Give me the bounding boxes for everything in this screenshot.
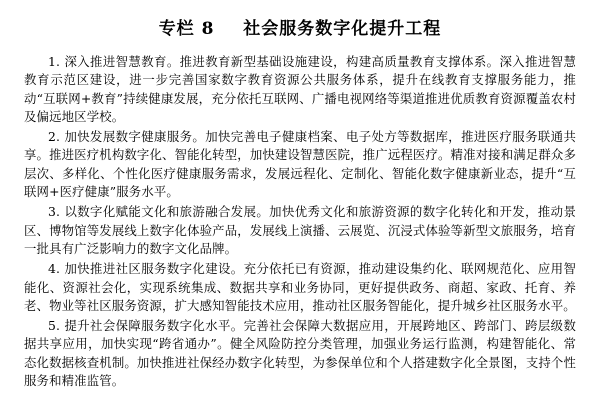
paragraph-2 <box>24 128 576 201</box>
paragraph-text: 4. 加快推进社区服务数字化建设。充分依托已有资源，推动建设集约化、联网规范化、应用智能化、资源社会化，实现系统集成、数据共享和业务协同，更好提供政务、商超、家政、托育、养老、物业等社区服务资源，扩大感知智能技术应用，推动社区服务智能化，提升城乡社区服务水平。 <box>24 261 576 313</box>
paragraph-text: 2. 加快发展数字健康服务。加快完善电子健康档案、电子处方等数据库，推进医疗服务联通共享。推进医疗机构数字化、智能化转型，加快建设智慧医院，推广远程医疗。精准对接和满足群众多层次、多样化、个性化医疗健康服务需求，发展远程化、定制化、智能化数字健康新业态，提升“互联网+医疗健康”服务水平。 <box>24 129 576 200</box>
page-title-label: 专栏 <box>158 19 195 39</box>
document-body <box>24 53 576 390</box>
paragraph-text: 1. 深入推进智慧教育。推进教育新型基础设施建设，构建高质量教育支撑体系。深入推进智慧教育示范区建设，进一步完善国家数字教育资源公共服务体系，提升在线教育支撑服务能力，推动“互联网+教育”持续健康发展，充分依托互联网、广播电视网络等渠道推进优质教育资源覆盖农村及偏远地区学校。 <box>24 54 576 124</box>
paragraph-text: 5. 提升社会保障服务数字化水平。完善社会保障大数据应用，开展跨地区、跨部门、跨层级数据共享应用，加快实现“跨省通办”。健全风险防控分类管理，加强业务运行监测，构建智能化、常态化数据核查机制。加快推进社保经办数字化转型，为参保单位和个人搭建数字化全景图，支持个性服务和精准监管。 <box>24 318 576 389</box>
paragraph-1 <box>24 53 576 126</box>
page-title-name: 社会服务数字化提升工程 <box>243 19 442 39</box>
paragraph-text: 3. 以数字化赋能文化和旅游融合发展。加快优秀文化和旅游资源的数字化转化和开发，推动景区、博物馆等发展线上数字化体验产品，发展线上演播、云展览、沉浸式体验等新型文旅服务，培育一批具有广泛影响力的数字文化品牌。 <box>24 204 576 256</box>
paragraph-3 <box>24 203 576 258</box>
page-title <box>24 14 576 39</box>
page-title-number: 8 <box>201 19 216 39</box>
paragraph-4 <box>24 260 576 315</box>
paragraph-5 <box>24 317 576 390</box>
